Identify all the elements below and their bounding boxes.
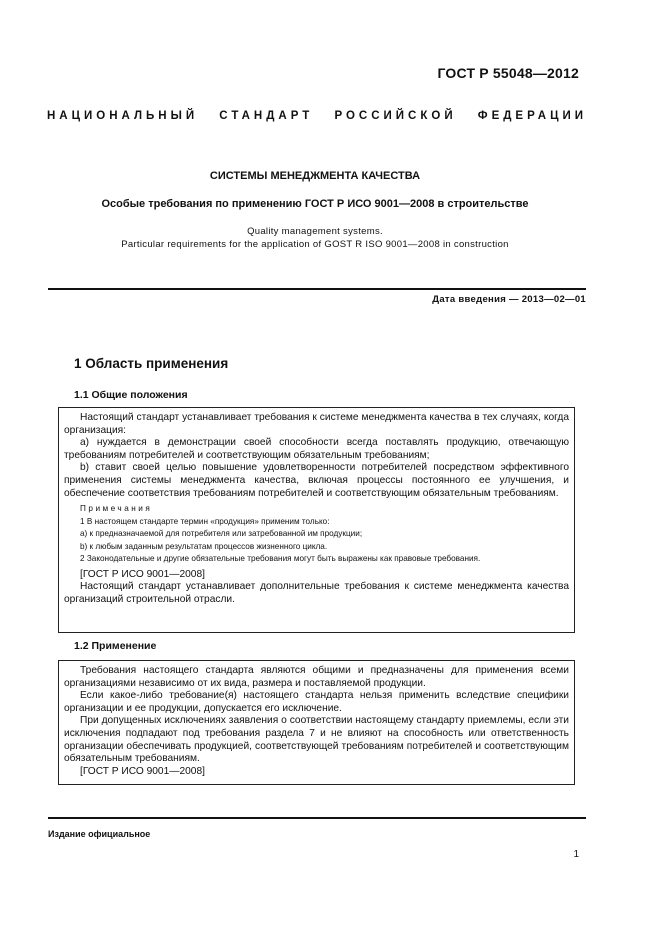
subsection-heading-application: 1.2 Применение xyxy=(74,640,157,652)
notes-heading: Примечания xyxy=(80,504,153,514)
paragraph: Требования настоящего стандарта являются общими и предназначены для применения всеми организациями независимо от их вида, размера и поставляемой продукции. xyxy=(64,665,569,689)
paragraph: Настоящий стандарт устанавливает требования к системе менеджмента качества в тех случаях, когда организация: xyxy=(64,412,569,436)
application-box xyxy=(58,660,575,785)
section-heading-scope: 1 Область применения xyxy=(74,356,229,371)
paragraph: При допущенных исключениях заявления о соответствии настоящему стандарту приемлемы, если эти исключения подпадают под требования раздела 7 и не влияют на способность или ответственность организации обеспечивать продукцией, соответствующей требованиям потребителей и соответствующим обязательным требованиям. xyxy=(64,715,569,765)
document-subtitle: Особые требования по применению ГОСТ Р ИСО 9001—2008 в строительстве xyxy=(101,198,529,210)
introduction-date: Дата введения — 2013—02—01 xyxy=(432,294,586,305)
note-item: 2 Законодательные и другие обязательные требования могут быть выражены как правовые требования. xyxy=(80,554,481,564)
document-title: СИСТЕМЫ МЕНЕДЖМЕНТА КАЧЕСТВА xyxy=(209,170,421,182)
footer-divider xyxy=(48,817,586,819)
official-edition-label: Издание официальное xyxy=(48,829,151,839)
reference: [ГОСТ Р ИСО 9001—2008] xyxy=(80,765,205,777)
header-divider xyxy=(48,288,586,290)
note-item: b) к любым заданным результатам процессов жизненного цикла. xyxy=(80,541,328,551)
note-item: а) к предназначаемой для потребителя или затребованной им продукции; xyxy=(80,529,363,539)
national-standard-banner: НАЦИОНАЛЬНЫЙ СТАНДАРТ РОССИЙСКОЙ ФЕДЕРАЦИИ xyxy=(47,110,587,122)
note-item: 1 В настоящем стандарте термин «продукция» применим только: xyxy=(80,516,330,526)
standard-code: ГОСТ Р 55048—2012 xyxy=(437,65,579,81)
english-title-line-2: Particular requirements for the application of GOST R ISO 9001—2008 in construction xyxy=(121,239,509,250)
paragraph: b) ставит своей целью повышение удовлетворенности потребителей посредством эффективного применения системы менеджмента качества, включая процессы постоянного ее улучшения, и обеспечение соответствия требованиям потребителей и соответствующим обязательным требованиям. xyxy=(64,462,569,499)
page-number: 1 xyxy=(573,849,579,860)
english-title-line-1: Quality management systems. xyxy=(247,226,383,237)
paragraph: Настоящий стандарт устанавливает дополнительные требования к системе менеджмента качества организаций строительной отрасли. xyxy=(64,581,569,605)
paragraph: а) нуждается в демонстрации своей способности всегда поставлять продукцию, отвечающую требованиям потребителей и соответствующим обязательным требованиям; xyxy=(64,437,569,461)
paragraph: Если какое-либо требование(я) настоящего стандарта нельзя применить вследствие специфики организации и ее продукции, допускается его исключение. xyxy=(64,690,569,714)
general-provisions-box xyxy=(58,407,575,633)
reference: [ГОСТ Р ИСО 9001—2008] xyxy=(80,568,205,580)
subsection-heading-general: 1.1 Общие положения xyxy=(74,389,188,401)
